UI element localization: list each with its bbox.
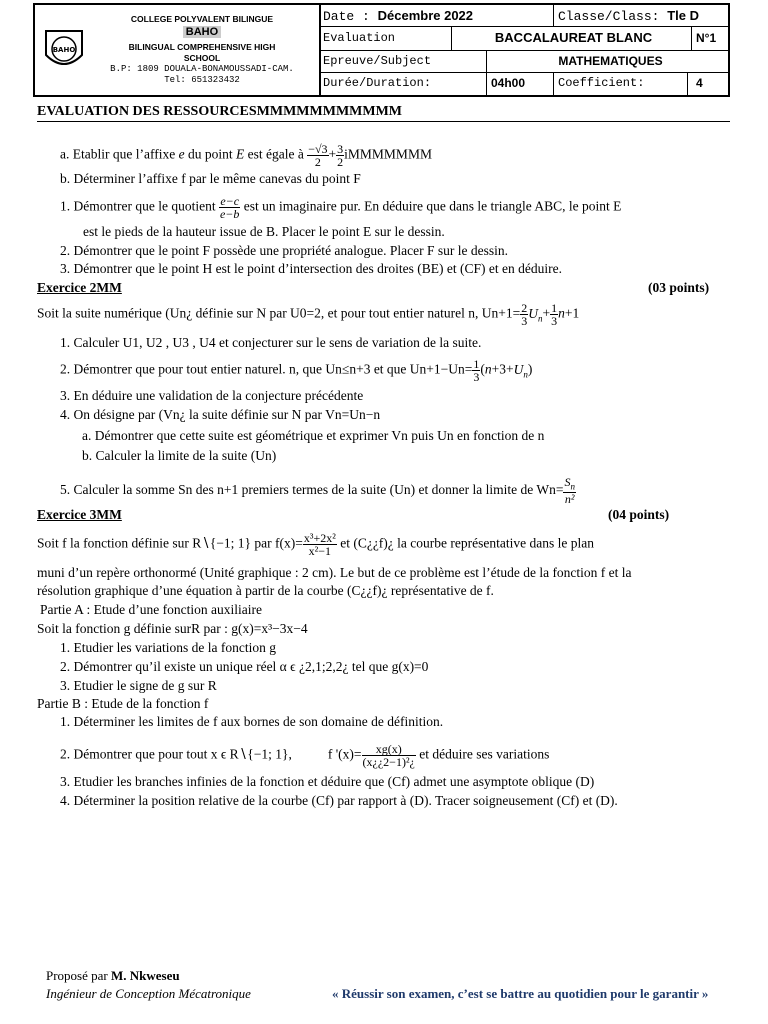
ex2-title: Exercice 2MM <box>37 280 122 295</box>
ex2-q4a: a. Démontrer que cette suite est géométrique et exprimer Vn puis Un en fonction de n <box>82 428 545 443</box>
duration-value: 04h00 <box>491 76 526 90</box>
ex3-gdef: Soit la fonction g définie surR par : g(x)=x³−3x−4 <box>37 621 308 636</box>
ex3-b1: 1. Déterminer les limites de f aux bornes de son domaine de définition. <box>60 714 444 729</box>
ex3-b3: 3. Etudier les branches infinies de la fonction et déduire que (Cf) admet une asymptote oblique (D) <box>60 774 595 789</box>
ex1-q2: 2. Démontrer que le point F possède une propriété analogue. Placer F sur le dessin. <box>60 243 509 258</box>
ex3-points: (04 points) <box>608 507 670 522</box>
evaluation-label: Evaluation <box>323 31 396 45</box>
exam-header <box>33 3 730 97</box>
ex2-q4b: b. Calculer la limite de la suite (Un) <box>82 448 277 463</box>
ex3-b2: 2. Démontrer que pour tout x ϵ R∖{−1; 1}, f '(x)= $\frac{xg(x)}{\text{(x¿¿2−1)²¿}}$ et déduire ses variations <box>60 742 550 769</box>
ex2-q5: 5. Calculer la somme Sn des n+1 premiers termes de la suite (Un) et donner la limite de Wn= $\frac{S_n}{\text{n²}}$ <box>60 475 575 507</box>
ex1-q1: 1. Démontrer que le quotient $\frac{e-c}{e-b}$ est un imaginaire pur. En déduire que dans le triangle ABC, le point E <box>60 194 622 221</box>
school-sub: BAHO <box>87 26 317 38</box>
ex3-b4: 4. Déterminer la position relative de la courbe (Cf) par rapport à (D). Tracer soigneusement (Cf) et (D). <box>60 793 618 808</box>
school-word: SCHOOL <box>183 53 221 63</box>
ex3-line2: muni d’un repère orthonormé (Unité graphique : 2 cm). Le but de ce problème est l’étude de la fonction f et la <box>37 565 632 580</box>
class-cell: Classe/Class: Tle D <box>558 8 700 24</box>
date-cell: Date : Décembre 2022 <box>323 8 474 24</box>
ex3-a3: 3. Etudier le signe de g sur R <box>60 678 217 693</box>
ex2-q3: 3. En déduire une validation de la conjecture précédente <box>60 388 364 403</box>
ex3-a2: 2. Démontrer qu’il existe un unique réel α ϵ ¿2,1;2,2¿ tel que g(x)=0 <box>60 659 429 674</box>
footer-motto: « Réussir son examen, c’est se battre au quotidien pour le garantir » <box>332 986 709 1001</box>
ex2-q2: 2. Démontrer que pour tout entier naturel. n, que Un≤n+3 et que Un+1−Un= $\frac{1}{3}$ $(n+3+U_n)$ <box>60 357 533 384</box>
school-logo-icon <box>43 25 85 75</box>
evaluation-value: BACCALAUREAT BLANC <box>494 30 653 45</box>
ex3-title: Exercice 3MM <box>37 507 122 522</box>
ex2-q4: 4. On désigne par (Vn¿ la suite définie sur N par Vn=Un−n <box>60 407 381 422</box>
ex2-intro: Soit la suite numérique (Un¿ définie sur N par U0=2, et pour tout entier naturel n, Un+1= $\frac{2}{3}$ $U_n+$ $\frac{1}{3}$ n+1 <box>37 301 580 328</box>
ex1-item-a: a. Etablir que l’affixe e du point E est égale à $\frac{-√3}{2}$ + $\frac{3}{2}$ iMMMMMMM <box>60 142 432 169</box>
school-tel: Tel: 651323432 <box>164 75 240 85</box>
page-title: EVALUATION DES RESSOURCESMMMMMMMMMMM <box>37 104 730 122</box>
coef-value: 4 <box>696 76 703 90</box>
duration-label: Durée/Duration: <box>323 76 432 90</box>
logo-text: BAHO <box>52 46 76 54</box>
ex1-item-b: b. Déterminer l’affixe f par le même canevas du point F <box>60 171 361 186</box>
footer-role: Ingénieur de Conception Mécatronique <box>46 986 251 1001</box>
ex3-partB: Partie B : Etude de la fonction f <box>37 696 209 711</box>
ex2-points: (03 points) <box>648 280 710 295</box>
footer-proposed: Proposé par M. Nkweseu <box>46 968 180 983</box>
ex1-q3: 3. Démontrer que le point H est le point d’intersection des droites (BE) et (CF) et en déduire. <box>60 261 562 276</box>
ex2-q1: 1. Calculer U1, U2 , U3 , U4 et conjecturer sur le sens de variation de la suite. <box>60 335 482 350</box>
subject-value: MATHEMATIQUES <box>558 54 663 68</box>
subject-label: Epreuve/Subject <box>323 54 432 68</box>
ex3-a1: 1. Etudier les variations de la fonction g <box>60 640 276 655</box>
ex3-partA: Partie A : Etude d’une fonction auxiliaire <box>40 602 262 617</box>
school-block <box>35 5 321 95</box>
school-bilingual: BILINGUAL COMPREHENSIVE HIGH <box>128 42 276 52</box>
school-address: B.P: 1809 DOUALA-BONAMOUSSADI-CAM. <box>110 64 294 74</box>
ex3-line1: Soit f la fonction définie sur R∖{−1; 1} par f(x)= $\frac{\text{x³+2x²}}{\text{x²−1}}$ et (C¿¿f)¿ la courbe représentative dans le plan <box>37 531 594 558</box>
evaluation-number: N°1 <box>696 31 717 45</box>
ex3-line3: résolution graphique d’une équation à partir de la courbe (C¿¿f)¿ représentative de f. <box>37 583 494 598</box>
ex1-q1-cont: est le pieds de la hauteur issue de B. Placer le point E sur le dessin. <box>83 224 445 239</box>
coef-label: Coefficient: <box>558 76 645 90</box>
school-name: COLLEGE POLYVALENT BILINGUE <box>130 14 274 24</box>
